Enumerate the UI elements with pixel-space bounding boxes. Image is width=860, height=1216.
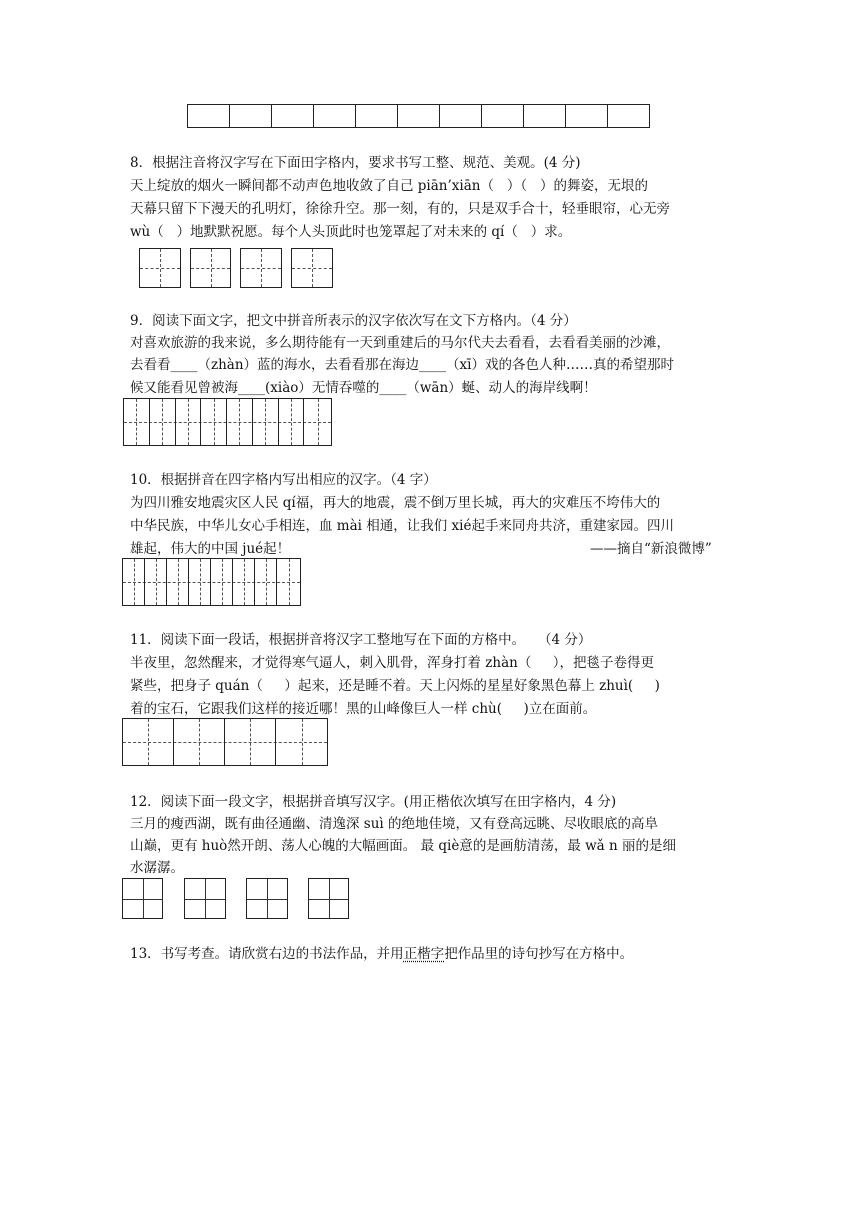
q9-text-line: 候又能看见曾被海____(xiào）无情吞噬的____（wān）蜒、动人的海岸线啊！ xyxy=(130,380,597,396)
grid-cell xyxy=(608,105,649,127)
q8-text-line: 天幕只留下下漫天的孔明灯，徐徐升空。那一刻，有的，只是双手合十，轻垂眼帘，心无旁 xyxy=(130,201,670,217)
grid-cell xyxy=(314,105,356,127)
grid-cell xyxy=(227,399,253,445)
grid-cell xyxy=(304,399,331,445)
q9-text-line: 去看看____（zhàn）蓝的海水，去看看那在海边____（xī）戏的各色人种……真的希望那时 xyxy=(130,357,674,373)
grid-cell xyxy=(201,399,227,445)
grid-cell xyxy=(174,719,225,765)
q13-prefix: 13．书写考查。请欣赏右边的书法作品，并用 xyxy=(130,946,404,962)
q12-text-line: 山巅，更有 huò然开朗、荡人心魄的大幅画面。 最 qiè意的是画舫清荡，最 wǎ n 丽的是细 xyxy=(130,838,677,854)
grid-cell xyxy=(524,105,566,127)
grid-cell xyxy=(253,399,279,445)
grid-cell xyxy=(233,559,255,605)
tianzige-box xyxy=(139,248,181,288)
grid-cell xyxy=(482,105,524,127)
q9-text-line: 对喜欢旅游的我来说，多么期待能有一天到重建后的马尔代夫去看看，去看看美丽的沙滩， xyxy=(130,335,670,351)
grid-cell xyxy=(277,559,300,605)
q11-text-line: 着的宝石，它跟我们这样的接近哪！黑的山峰像巨人一样 chù( )立在面前。 xyxy=(130,701,597,717)
grid-cell xyxy=(211,559,233,605)
tianzige-box xyxy=(308,878,349,919)
grid-cell xyxy=(356,105,398,127)
grid-cell xyxy=(150,399,176,445)
q8-heading: 8．根据注音将汉字写在下面田字格内，要求书写工整、规范、美观。(4 分) xyxy=(130,155,581,171)
grid-cell xyxy=(230,105,272,127)
q10-answer-grid xyxy=(122,558,301,606)
grid-cell xyxy=(167,559,189,605)
grid-cell xyxy=(398,105,440,127)
tianzige-box xyxy=(246,878,288,919)
grid-cell xyxy=(123,559,145,605)
grid-cell xyxy=(255,559,277,605)
q8-text-line: wù（ ）地默默祝愿。每个人头顶此时也笼罩起了对未来的 qí（ ）求。 xyxy=(130,224,572,240)
tianzige-box xyxy=(240,248,282,288)
q11-text-line: 半夜里，忽然醒来，才觉得寒气逼人，刺入肌骨，浑身打着 zhàn（ ），把毯子卷得更 xyxy=(130,655,655,671)
grid-cell xyxy=(145,559,167,605)
grid-cell xyxy=(124,399,150,445)
q12-heading: 12．阅读下面一段文字，根据拼音填写汉字。(用正楷依次填写在田字格内，4 分) xyxy=(130,794,617,810)
tianzige-box xyxy=(190,248,231,288)
q9-heading: 9．阅读下面文字，把文中拼音所表示的汉字依次写在文下方格内。（4 分） xyxy=(130,313,577,329)
grid-cell xyxy=(566,105,608,127)
q10-heading: 10．根据拼音在四字格内写出相应的汉字。（4 字） xyxy=(130,472,437,488)
q9-answer-grid xyxy=(123,398,332,446)
q10-text-line: 为四川雅安地震灾区人民 qí福，再大的地震，震不倒万里长城，再大的灾难压不垮伟大的 xyxy=(130,495,661,511)
q12-text-line: 三月的瘦西湖，既有曲径通幽、清逸深 suì 的绝地佳境，又有登高远眺、尽收眼底的高阜 xyxy=(130,816,659,832)
grid-cell xyxy=(188,105,230,127)
q13-emphasis: 正楷字 xyxy=(403,946,445,962)
grid-cell xyxy=(176,399,202,445)
q10-text-line: 中华民族，中华儿女心手相连，血 mài 相通，让我们 xié起手来同舟共济，重建家园。四川 xyxy=(130,518,674,534)
q10-text-line: 雄起，伟大的中国 jué起！ xyxy=(130,541,291,557)
grid-cell xyxy=(440,105,482,127)
q12-text-line: 水潺潺。 xyxy=(130,860,184,876)
tianzige-box xyxy=(184,878,226,919)
q11-heading: 11．阅读下面一段话，根据拼音将汉字工整地写在下面的方格中。 （4 分） xyxy=(130,632,592,648)
q13-heading xyxy=(130,946,633,962)
grid-cell xyxy=(225,719,276,765)
tianzige-box xyxy=(291,248,333,288)
grid-cell xyxy=(272,105,314,127)
q11-answer-grid xyxy=(122,718,328,766)
grid-cell xyxy=(189,559,211,605)
q8-text-line: 天上绽放的烟火一瞬间都不动声色地收敛了自己 piān’xiān（ ）（ ）的舞姿，无垠的 xyxy=(130,178,648,194)
q10-source: ——摘自“新浪微博” xyxy=(590,541,712,557)
top-writing-grid xyxy=(187,104,650,128)
tianzige-box xyxy=(122,878,163,919)
q13-suffix: 把作品里的诗句抄写在方格中。 xyxy=(444,946,634,962)
q11-text-line: 紧些，把身子 quán（ ）起来，还是睡不着。天上闪烁的星星好象黑色幕上 zhuì( ) xyxy=(130,678,660,694)
grid-cell xyxy=(279,399,305,445)
grid-cell xyxy=(276,719,327,765)
grid-cell xyxy=(123,719,174,765)
